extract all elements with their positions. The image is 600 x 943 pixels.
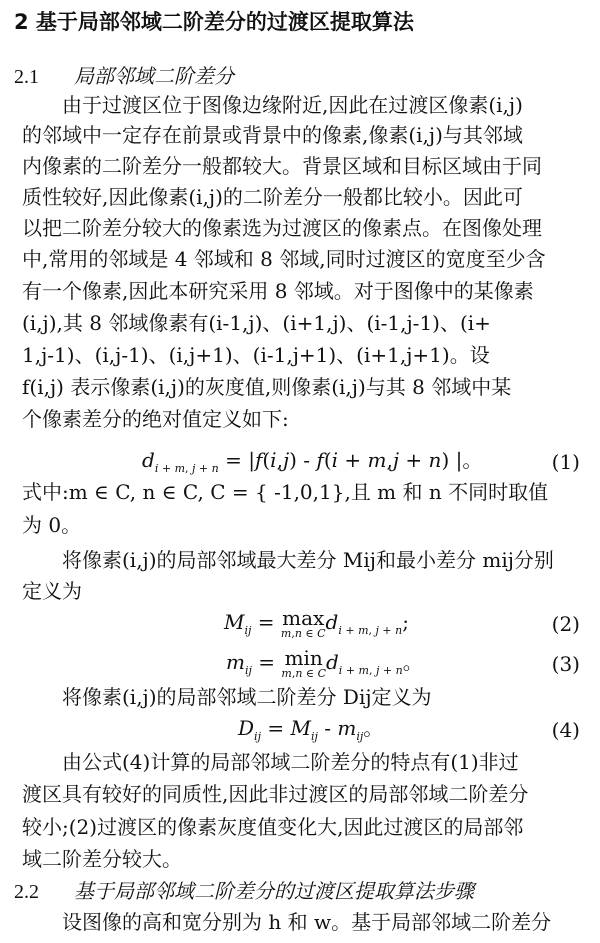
body-line: 由公式(4)计算的局部邻域二阶差分的特点有(1)非过 bbox=[62, 750, 519, 774]
body-line: 以把二阶差分较大的像素选为过渡区的像素点。在图像处理 bbox=[22, 216, 542, 240]
body-line: 1,j-1)、(i,j-1)、(i,j+1)、(i-1,j+1)、(i+1,j+1)。设 bbox=[22, 343, 490, 367]
equation-number: (2) bbox=[551, 612, 580, 636]
body-line: 为 0。 bbox=[22, 513, 82, 537]
body-line: 的邻域中一定存在前景或背景中的像素,像素(i,j)与其邻域 bbox=[22, 123, 523, 147]
body-line: 质性较好,因此像素(i,j)的二阶差分一般都比较小。因此可 bbox=[22, 185, 523, 209]
body-line: 式中:m ∈ C, n ∈ C, C = { -1,0,1},且 m 和 n 不同时取值 bbox=[22, 480, 549, 504]
equation-4: $D_{ij} = M_{ij} - m_{ij}$。 bbox=[238, 716, 384, 743]
body-line: 渡区具有较好的同质性,因此非过渡区的局部邻域二阶差分 bbox=[22, 782, 529, 806]
subsection-number: 2.1 bbox=[14, 66, 39, 88]
subsection-heading-2-2 bbox=[14, 877, 474, 906]
subsection-title: 局部邻域二阶差分 bbox=[74, 64, 234, 88]
equation-number: (3) bbox=[551, 652, 580, 676]
equation-number: (1) bbox=[551, 450, 580, 474]
body-line: 设图像的高和宽分别为 h 和 w。基于局部邻域二阶差分 bbox=[62, 910, 552, 934]
subsection-number: 2.2 bbox=[14, 881, 39, 903]
equation-1: $d_{i + m, j + n} = |f(i,j) - f(i + m,j + n)$ |。 bbox=[142, 448, 483, 475]
body-line: 将像素(i,j)的局部邻域二阶差分 Dij定义为 bbox=[62, 685, 432, 709]
subsection-title: 基于局部邻域二阶差分的过渡区提取算法步骤 bbox=[74, 879, 474, 903]
body-line: 域二阶差分较大。 bbox=[22, 847, 182, 871]
body-line: 定义为 bbox=[22, 579, 82, 603]
section-heading: 2 基于局部邻域二阶差分的过渡区提取算法 bbox=[14, 10, 414, 34]
equation-number: (4) bbox=[551, 718, 580, 742]
body-line: 中,常用的邻域是 4 邻域和 8 邻域,同时过渡区的宽度至少含 bbox=[22, 247, 546, 271]
body-line: (i,j),其 8 邻域像素有(i-1,j)、(i+1,j)、(i-1,j-1)、(i+ bbox=[22, 311, 491, 335]
equation-2: $M_{ij} = \max$ m,n ∈ C $d_{i + m, j + n}$; bbox=[224, 606, 409, 640]
body-line: f(i,j) 表示像素(i,j)的灰度值,则像素(i,j)与其 8 邻域中某 bbox=[22, 375, 512, 399]
body-line: 内像素的二阶差分一般都较大。背景区域和目标区域由于同 bbox=[22, 154, 542, 178]
body-line: 有一个像素,因此本研究采用 8 邻域。对于图像中的某像素 bbox=[22, 279, 534, 303]
body-line: 较小;(2)过渡区的像素灰度值变化大,因此过渡区的局部邻 bbox=[22, 815, 524, 839]
body-line: 个像素差分的绝对值定义如下: bbox=[22, 407, 289, 431]
equation-3: $m_{ij} = \min$ m,n ∈ C $d_{i + m, j + n}$。 bbox=[226, 646, 423, 680]
body-line: 由于过渡区位于图像边缘附近,因此在过渡区像素(i,j) bbox=[62, 93, 523, 117]
subsection-heading-2-1 bbox=[14, 62, 234, 91]
body-line: 将像素(i,j)的局部邻域最大差分 Mij和最小差分 mij分别 bbox=[62, 548, 554, 572]
